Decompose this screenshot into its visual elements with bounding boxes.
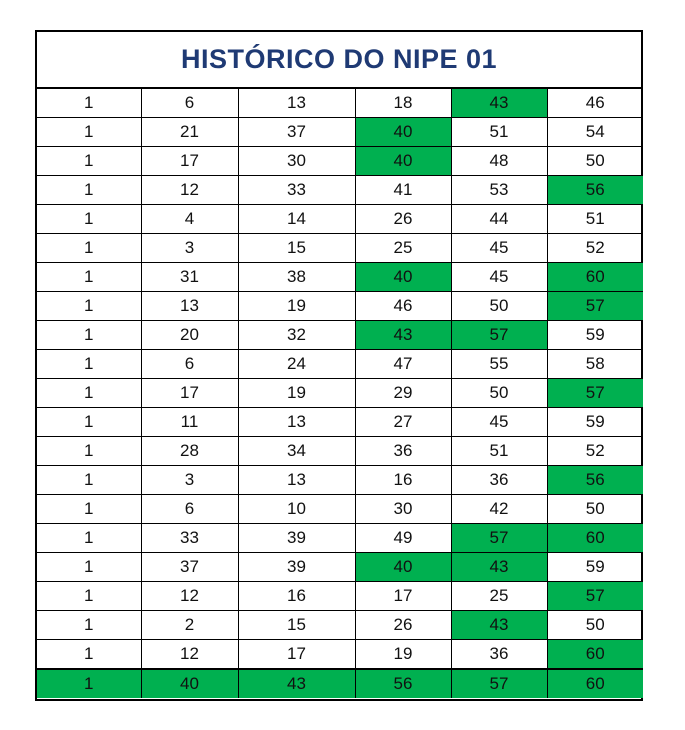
table-cell: 17 xyxy=(141,147,238,176)
table-cell: 60 xyxy=(547,640,643,670)
table-cell: 56 xyxy=(547,466,643,495)
table-cell: 19 xyxy=(238,292,355,321)
table-cell: 52 xyxy=(547,234,643,263)
table-cell: 11 xyxy=(141,408,238,437)
table-cell: 47 xyxy=(355,350,451,379)
table-cell: 26 xyxy=(355,205,451,234)
table-cell: 46 xyxy=(547,89,643,118)
table-cell: 57 xyxy=(451,669,547,698)
table-cell: 50 xyxy=(547,147,643,176)
table-cell: 17 xyxy=(141,379,238,408)
table-cell: 12 xyxy=(141,640,238,670)
table-cell: 55 xyxy=(451,350,547,379)
table-cell: 15 xyxy=(238,234,355,263)
table-cell: 1 xyxy=(37,524,141,553)
table-cell: 43 xyxy=(451,553,547,582)
table-row xyxy=(37,350,643,379)
table-row xyxy=(37,553,643,582)
table-cell: 20 xyxy=(141,321,238,350)
table-row xyxy=(37,292,643,321)
table-cell: 32 xyxy=(238,321,355,350)
table-cell: 57 xyxy=(547,582,643,611)
table-cell: 1 xyxy=(37,466,141,495)
table-cell: 1 xyxy=(37,408,141,437)
table-cell: 38 xyxy=(238,263,355,292)
table-cell: 49 xyxy=(355,524,451,553)
summary-row xyxy=(37,669,643,698)
table-cell: 1 xyxy=(37,89,141,118)
table-cell: 39 xyxy=(238,553,355,582)
table-row xyxy=(37,263,643,292)
table-cell: 1 xyxy=(37,176,141,205)
table-row xyxy=(37,234,643,263)
table-cell: 51 xyxy=(451,437,547,466)
table-cell: 1 xyxy=(37,640,141,670)
table-row xyxy=(37,118,643,147)
table-cell: 1 xyxy=(37,205,141,234)
table-cell: 1 xyxy=(37,147,141,176)
table-cell: 43 xyxy=(451,89,547,118)
table-cell: 37 xyxy=(141,553,238,582)
table-cell: 16 xyxy=(238,582,355,611)
table-cell: 1 xyxy=(37,321,141,350)
table-cell: 51 xyxy=(451,118,547,147)
table-cell: 40 xyxy=(355,553,451,582)
table-cell: 29 xyxy=(355,379,451,408)
table-cell: 27 xyxy=(355,408,451,437)
table-row xyxy=(37,379,643,408)
table-cell: 1 xyxy=(37,611,141,640)
table-cell: 1 xyxy=(37,553,141,582)
table-cell: 60 xyxy=(547,524,643,553)
table-cell: 45 xyxy=(451,408,547,437)
history-table-body xyxy=(37,89,643,698)
table-cell: 30 xyxy=(355,495,451,524)
table-cell: 6 xyxy=(141,350,238,379)
table-row xyxy=(37,205,643,234)
table-cell: 17 xyxy=(238,640,355,670)
table-cell: 48 xyxy=(451,147,547,176)
table-cell: 57 xyxy=(451,524,547,553)
table-cell: 13 xyxy=(238,408,355,437)
table-cell: 37 xyxy=(238,118,355,147)
table-cell: 13 xyxy=(141,292,238,321)
table-cell: 36 xyxy=(451,466,547,495)
table-cell: 10 xyxy=(238,495,355,524)
table-cell: 26 xyxy=(355,611,451,640)
table-cell: 28 xyxy=(141,437,238,466)
table-cell: 45 xyxy=(451,263,547,292)
table-cell: 1 xyxy=(37,582,141,611)
table-cell: 59 xyxy=(547,408,643,437)
table-cell: 33 xyxy=(141,524,238,553)
table-cell: 1 xyxy=(37,669,141,698)
table-cell: 6 xyxy=(141,495,238,524)
table-cell: 50 xyxy=(451,379,547,408)
table-row xyxy=(37,495,643,524)
table-cell: 12 xyxy=(141,176,238,205)
table-cell: 16 xyxy=(355,466,451,495)
table-cell: 41 xyxy=(355,176,451,205)
table-row xyxy=(37,176,643,205)
table-cell: 59 xyxy=(547,321,643,350)
history-sheet xyxy=(35,30,643,701)
table-cell: 3 xyxy=(141,466,238,495)
table-row xyxy=(37,640,643,670)
table-row xyxy=(37,408,643,437)
table-cell: 1 xyxy=(37,263,141,292)
table-cell: 39 xyxy=(238,524,355,553)
table-cell: 59 xyxy=(547,553,643,582)
table-cell: 45 xyxy=(451,234,547,263)
table-cell: 17 xyxy=(355,582,451,611)
table-cell: 44 xyxy=(451,205,547,234)
table-cell: 1 xyxy=(37,118,141,147)
table-cell: 60 xyxy=(547,263,643,292)
table-cell: 50 xyxy=(547,495,643,524)
table-cell: 13 xyxy=(238,466,355,495)
table-cell: 19 xyxy=(355,640,451,670)
table-cell: 57 xyxy=(547,292,643,321)
table-cell: 36 xyxy=(355,437,451,466)
table-cell: 21 xyxy=(141,118,238,147)
table-cell: 40 xyxy=(141,669,238,698)
table-cell: 3 xyxy=(141,234,238,263)
table-cell: 31 xyxy=(141,263,238,292)
history-table xyxy=(37,89,643,698)
table-cell: 24 xyxy=(238,350,355,379)
table-cell: 34 xyxy=(238,437,355,466)
table-cell: 4 xyxy=(141,205,238,234)
table-cell: 1 xyxy=(37,234,141,263)
table-row xyxy=(37,321,643,350)
table-cell: 57 xyxy=(547,379,643,408)
table-cell: 46 xyxy=(355,292,451,321)
table-cell: 54 xyxy=(547,118,643,147)
table-cell: 36 xyxy=(451,640,547,670)
table-row xyxy=(37,524,643,553)
table-cell: 52 xyxy=(547,437,643,466)
table-row xyxy=(37,466,643,495)
table-cell: 15 xyxy=(238,611,355,640)
table-cell: 6 xyxy=(141,89,238,118)
table-cell: 40 xyxy=(355,263,451,292)
table-cell: 50 xyxy=(451,292,547,321)
table-cell: 60 xyxy=(547,669,643,698)
table-cell: 53 xyxy=(451,176,547,205)
table-cell: 1 xyxy=(37,292,141,321)
table-cell: 1 xyxy=(37,379,141,408)
table-cell: 40 xyxy=(355,147,451,176)
table-cell: 1 xyxy=(37,437,141,466)
table-cell: 43 xyxy=(451,611,547,640)
table-cell: 43 xyxy=(355,321,451,350)
table-cell: 1 xyxy=(37,495,141,524)
table-cell: 40 xyxy=(355,118,451,147)
table-cell: 2 xyxy=(141,611,238,640)
table-cell: 30 xyxy=(238,147,355,176)
table-cell: 18 xyxy=(355,89,451,118)
table-cell: 57 xyxy=(451,321,547,350)
table-row xyxy=(37,89,643,118)
table-cell: 25 xyxy=(355,234,451,263)
table-cell: 14 xyxy=(238,205,355,234)
sheet-title: HISTÓRICO DO NIPE 01 xyxy=(37,32,641,89)
table-row xyxy=(37,611,643,640)
table-cell: 42 xyxy=(451,495,547,524)
table-cell: 12 xyxy=(141,582,238,611)
table-row xyxy=(37,437,643,466)
table-cell: 1 xyxy=(37,350,141,379)
table-cell: 58 xyxy=(547,350,643,379)
table-cell: 50 xyxy=(547,611,643,640)
table-cell: 43 xyxy=(238,669,355,698)
table-cell: 51 xyxy=(547,205,643,234)
table-cell: 19 xyxy=(238,379,355,408)
table-row xyxy=(37,582,643,611)
table-cell: 25 xyxy=(451,582,547,611)
table-cell: 13 xyxy=(238,89,355,118)
table-cell: 56 xyxy=(355,669,451,698)
table-cell: 56 xyxy=(547,176,643,205)
table-cell: 33 xyxy=(238,176,355,205)
table-row xyxy=(37,147,643,176)
